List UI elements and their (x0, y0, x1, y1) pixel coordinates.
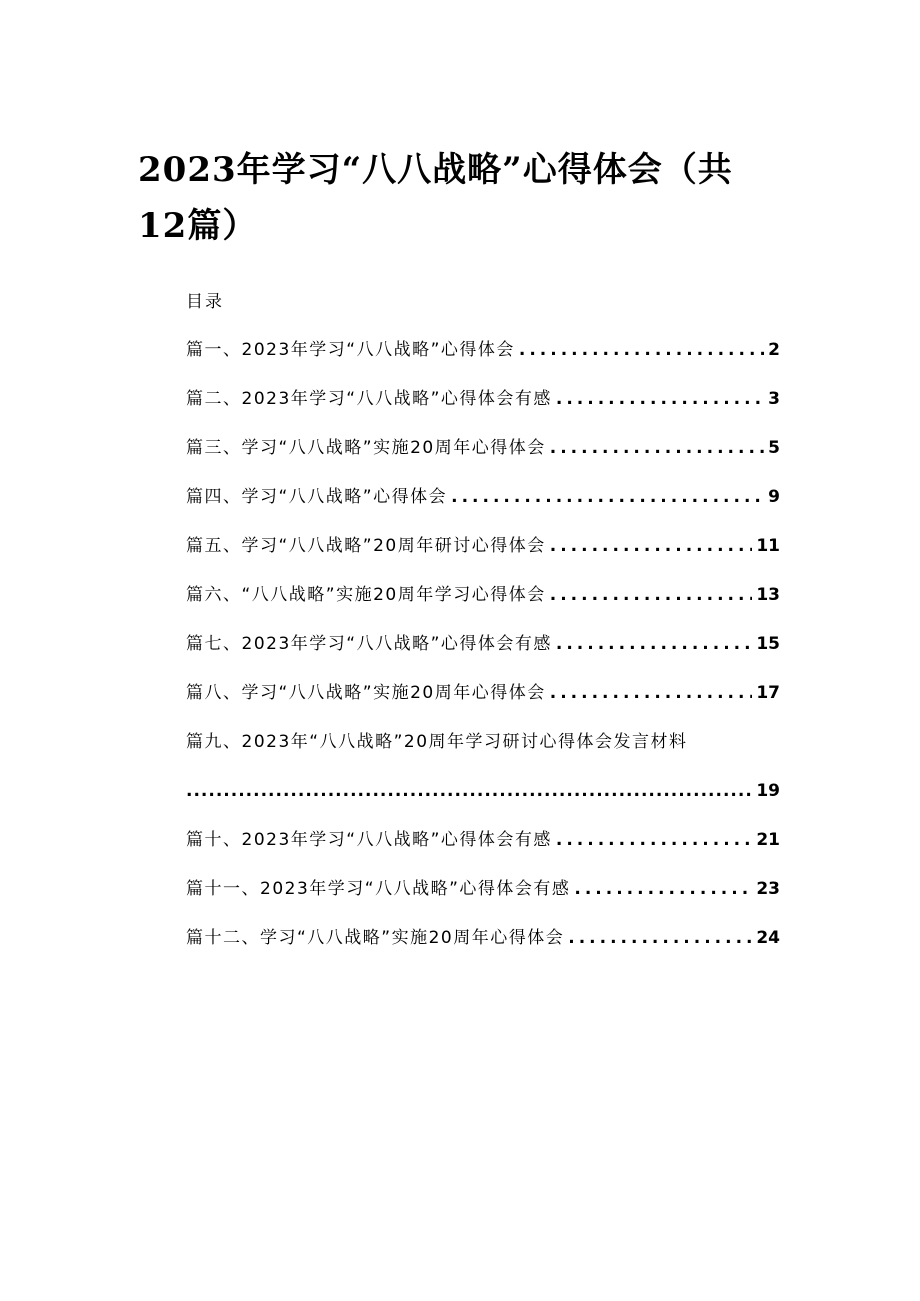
toc-dot-leader (550, 582, 753, 608)
toc-entry-1[interactable] (186, 337, 780, 386)
toc-page-number: 17 (756, 683, 780, 703)
toc-entry-label: 篇三、学习“八八战略”实施20周年心得体会 (186, 438, 546, 458)
table-of-contents (186, 337, 780, 974)
toc-dot-leader (574, 876, 752, 902)
toc-dot-leader (550, 435, 764, 461)
toc-dot-leader (550, 680, 753, 706)
toc-dot-leader (556, 631, 752, 657)
toc-dot-leader (556, 386, 764, 412)
toc-entry-label: 篇十一、2023年学习“八八战略”心得体会有感 (186, 879, 571, 899)
toc-page-number: 9 (768, 487, 780, 507)
toc-dot-leader (451, 484, 764, 510)
toc-page-number: 19 (756, 781, 780, 801)
toc-entry-label: 篇十、2023年学习“八八战略”心得体会有感 (186, 830, 552, 850)
toc-entry-label: 篇六、“八八战略”实施20周年学习心得体会 (186, 585, 546, 605)
toc-dot-leader (568, 925, 752, 951)
toc-entry-label: 篇十二、学习“八八战略”实施20周年心得体会 (186, 928, 565, 948)
toc-entry-9[interactable] (186, 729, 780, 827)
toc-page-number: 5 (768, 438, 780, 458)
toc-entry-5[interactable] (186, 533, 780, 582)
toc-entry-label: 篇九、2023年“八八战略”20周年学习研讨心得体会发言材料 (186, 732, 688, 752)
toc-entry-label: 篇七、2023年学习“八八战略”心得体会有感 (186, 634, 552, 654)
toc-entry-label: 篇五、学习“八八战略”20周年研讨心得体会 (186, 536, 546, 556)
toc-entry-label: 篇四、学习“八八战略”心得体会 (186, 487, 448, 507)
toc-entry-7[interactable] (186, 631, 780, 680)
toc-entry-8[interactable] (186, 680, 780, 729)
toc-entry-12[interactable] (186, 925, 780, 974)
toc-heading: 目录 (186, 292, 224, 312)
toc-entry-11[interactable] (186, 876, 780, 925)
toc-dot-leader (186, 778, 752, 804)
toc-dot-leader (519, 337, 764, 363)
toc-entry-label: 篇八、学习“八八战略”实施20周年心得体会 (186, 683, 546, 703)
document-title: 2023年学习“八八战略”心得体会（共12篇） (138, 150, 733, 246)
toc-entry-3[interactable] (186, 435, 780, 484)
toc-entry-label: 篇二、2023年学习“八八战略”心得体会有感 (186, 389, 552, 409)
toc-page-number: 2 (768, 340, 780, 360)
toc-entry-2[interactable] (186, 386, 780, 435)
toc-dot-leader (556, 827, 752, 853)
toc-page-number: 15 (756, 634, 780, 654)
toc-entry-4[interactable] (186, 484, 780, 533)
toc-entry-6[interactable] (186, 582, 780, 631)
toc-entry-10[interactable] (186, 827, 780, 876)
toc-page-number: 11 (756, 536, 780, 556)
toc-dot-leader (550, 533, 753, 559)
toc-page-number: 13 (756, 585, 780, 605)
toc-page-number: 21 (756, 830, 780, 850)
toc-page-number: 24 (756, 928, 780, 948)
toc-page-number: 23 (756, 879, 780, 899)
toc-entry-label: 篇一、2023年学习“八八战略”心得体会 (186, 340, 515, 360)
toc-page-number: 3 (768, 389, 780, 409)
